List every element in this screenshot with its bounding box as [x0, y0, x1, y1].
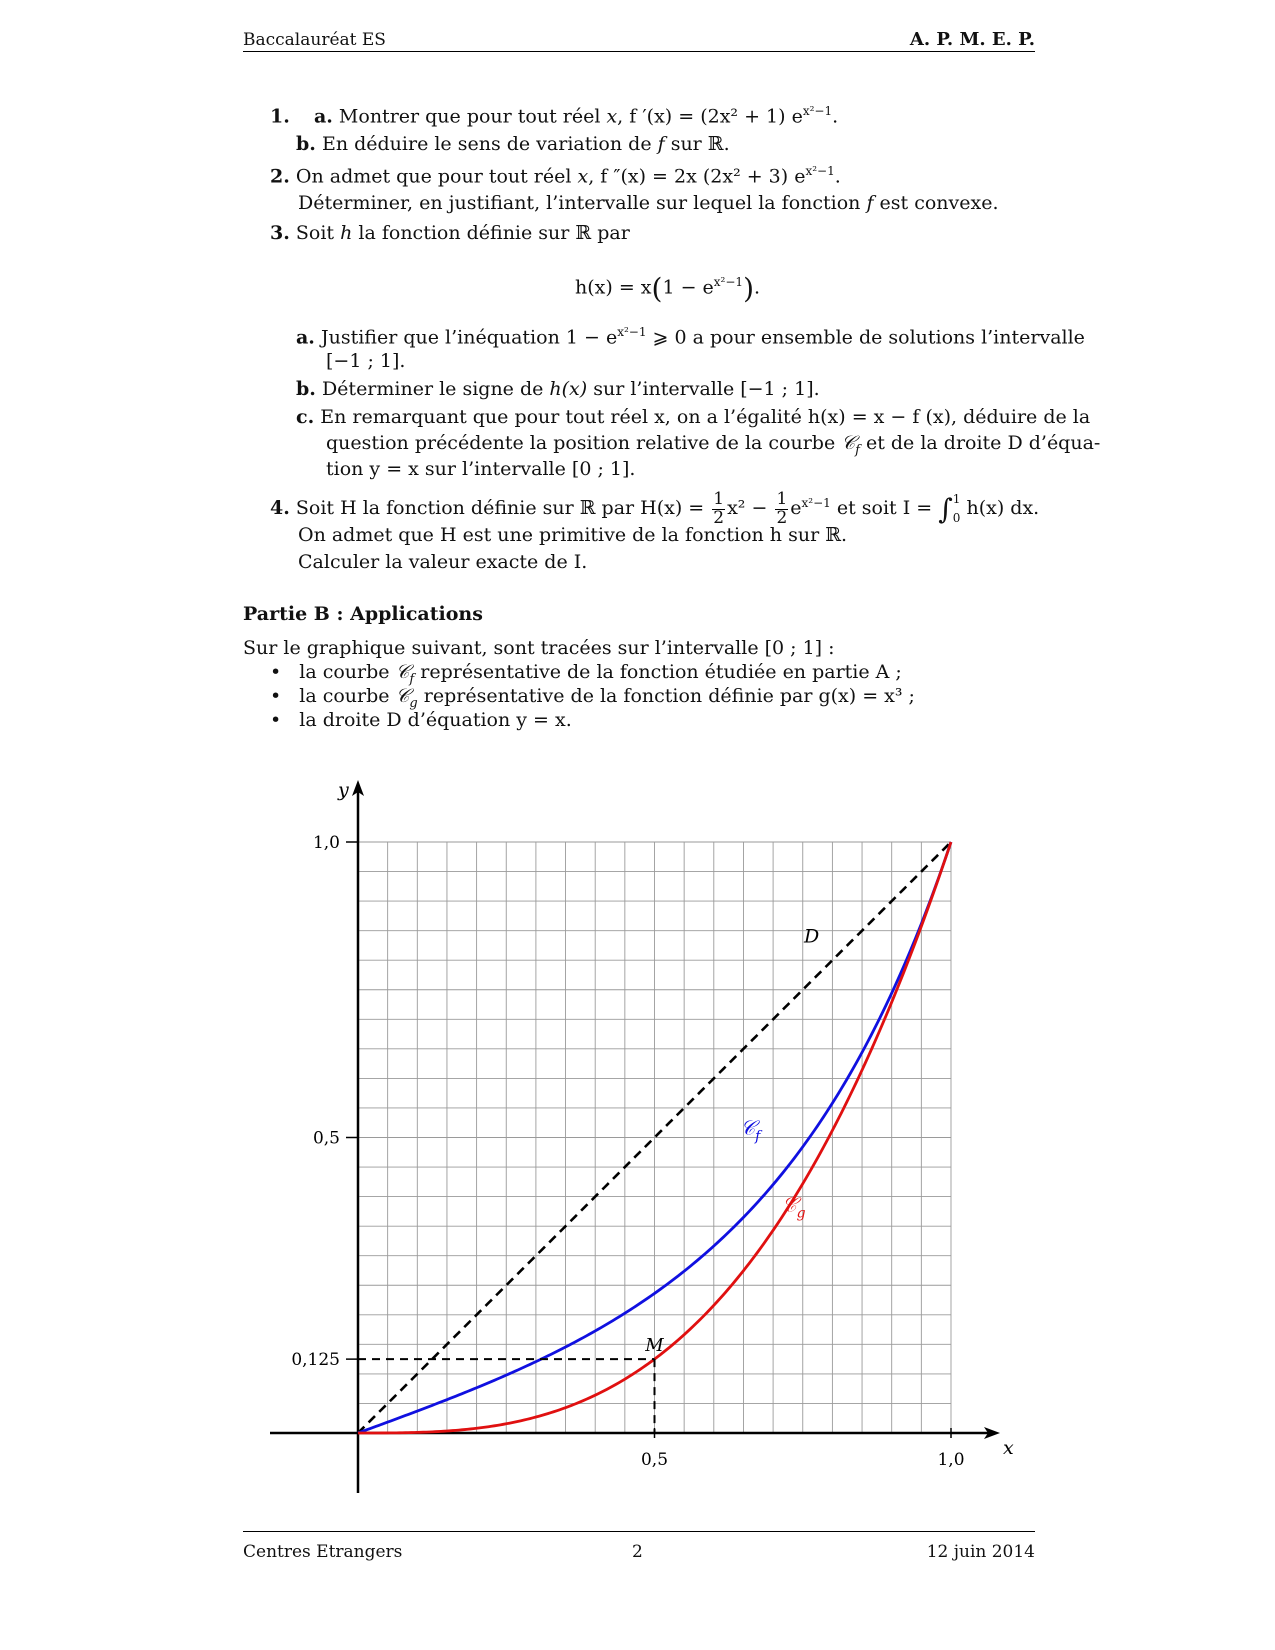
q3-intro-var: h	[340, 222, 353, 244]
q3-c-line2-pre: question précédente la position relative de la courbe	[326, 432, 842, 454]
curve-cf-label: 𝒞$_f$	[740, 1116, 763, 1145]
bullet-dot: •	[270, 685, 282, 707]
q2-end: .	[834, 165, 841, 188]
q4-int-body: h(x) dx.	[960, 497, 1040, 520]
q3-display-lhs: h(x) = x	[575, 276, 652, 299]
q2-formula: , f ″(x) = 2x (2x² + 3) e	[588, 165, 806, 188]
bullet-pre: la droite D d’équation y = x.	[299, 709, 572, 731]
x-axis-label: x	[1003, 1437, 1014, 1459]
q4-exp: x²−1	[801, 495, 831, 510]
q3-display-inner: 1 − e	[662, 276, 714, 299]
q3-a-exp: x²−1	[617, 325, 647, 339]
point-m-label: M	[645, 1335, 664, 1357]
q3-a-line2: [−1 ; 1].	[326, 350, 406, 372]
q3-a-text: Justifier que l’inéquation 1 − e	[320, 326, 618, 349]
curve-cf-sub: f	[409, 671, 415, 687]
y-tick-label: 0,125	[291, 1350, 340, 1371]
q3-c-label: c.	[296, 406, 315, 428]
q1-a-var: x	[606, 105, 618, 128]
bullet-post: représentative de la fonction étudiée en partie A ;	[414, 661, 902, 683]
q2-var: x	[577, 165, 589, 188]
curve-cg-label-sub: g	[796, 1205, 806, 1222]
curve-cf-symbol: 𝒞	[395, 661, 410, 683]
q3-b-text: Déterminer le signe de	[321, 378, 550, 400]
q1-b-text: En déduire le sens de variation de	[321, 133, 658, 155]
q4-e: e	[790, 497, 802, 520]
curve-cf-symbol: 𝒞	[841, 432, 856, 454]
q4-line2: On admet que H est une primitive de la fonction h sur ℝ.	[298, 524, 848, 546]
int-upper: 1	[952, 492, 961, 506]
footer-left: Centres Etrangers	[243, 1542, 403, 1562]
integral-sign: ∫	[938, 492, 953, 526]
q1-a-exp: x²−1	[802, 104, 833, 118]
curve-cg-sub: g	[409, 695, 418, 711]
q4-pre: Soit H la fonction définie sur ℝ par H(x) =	[295, 497, 711, 520]
curve-cg-label: 𝒞$_g$	[781, 1192, 806, 1222]
int-lower: 0	[952, 511, 961, 526]
q3-a-label: a.	[296, 326, 315, 349]
q3-c-line2-post: et de la droite D d’équa-	[859, 432, 1101, 454]
q3-a-post: ⩾ 0 a pour ensemble de solutions l’intervalle	[646, 326, 1085, 349]
q1-a-sep: ,	[617, 105, 630, 128]
bullet-post: représentative de la fonction définie par g(x) = x³ ;	[417, 685, 915, 707]
q1-a-text: Montrer que pour tout réel	[338, 105, 607, 128]
header-left: Baccalauréat ES	[243, 30, 386, 50]
q3-display-exp: x²−1	[713, 275, 744, 290]
footer-rule	[243, 1531, 1035, 1532]
q4-mid3: et soit I =	[830, 497, 939, 520]
bullet-dot: •	[270, 709, 282, 731]
q2-exp: x²−1	[805, 164, 835, 178]
partB-intro: Sur le graphique suivant, sont tracées sur l’intervalle [0 ; 1] :	[243, 637, 835, 659]
frac1-num: 1	[713, 488, 725, 509]
q3-number: 3.	[270, 222, 290, 244]
q3-b-label: b.	[296, 378, 316, 400]
paren-open: (	[651, 272, 663, 305]
frac2-den: 2	[776, 507, 788, 528]
axes	[270, 780, 1000, 1493]
line-d-label: D	[804, 925, 820, 948]
partB-title: Partie B : Applications	[243, 603, 483, 625]
curve-cg-symbol: 𝒞	[395, 685, 410, 707]
q2-line2-var: f	[866, 192, 874, 214]
frac2-num: 1	[776, 488, 788, 509]
q4-mid1: x² −	[727, 497, 774, 520]
bullet-dot: •	[270, 661, 282, 683]
paren-close: )	[743, 272, 754, 305]
q3-c-line3: tion y = x sur l’intervalle [0 ; 1].	[326, 458, 636, 480]
q1-number: 1.	[270, 105, 290, 128]
x-tick-label: 1,0	[937, 1450, 965, 1470]
q2-text: On admet que pour tout réel	[295, 165, 578, 188]
q2-line2-text: Déterminer, en justifiant, l’intervalle sur lequel la fonction	[298, 192, 867, 214]
curve-cf-label-sub: f	[755, 1128, 761, 1145]
q3-intro-post: la fonction définie sur ℝ par	[352, 222, 630, 244]
q1-b-post: sur ℝ.	[664, 133, 730, 155]
q1-a-label: a.	[313, 105, 333, 128]
labels-group	[291, 779, 1014, 1470]
q3-display-end: .	[754, 276, 761, 299]
q3-c-text: En remarquant que pour tout réel x, on a l’égalité h(x) = x − f (x), déduire de la	[320, 406, 1091, 428]
bullet-pre: la courbe	[299, 661, 396, 683]
q4-line3: Calculer la valeur exacte de I.	[298, 551, 588, 573]
q1-a-end: .	[832, 105, 839, 128]
curve-cf-sub: f	[855, 442, 860, 458]
y-axis-label: y	[338, 779, 349, 801]
q1-b-label: b.	[296, 133, 316, 155]
q4-number: 4.	[270, 497, 290, 520]
frac1-den: 2	[713, 507, 725, 528]
y-tick-label: 1,0	[312, 833, 340, 853]
bullet-pre: la courbe	[299, 685, 396, 707]
footer-right: 12 juin 2014	[926, 1542, 1035, 1562]
q3-b-expr: h(x)	[549, 378, 588, 400]
page-number: 2	[632, 1542, 643, 1562]
x-tick-label: 0,5	[640, 1450, 669, 1470]
q1-a-formula: f ′(x) = (2x² + 1) e	[629, 105, 803, 128]
q2-number: 2.	[270, 165, 290, 188]
q2-line2-post: est convexe.	[873, 192, 999, 214]
q3-intro-pre: Soit	[295, 222, 341, 244]
q3-b-post: sur l’intervalle [−1 ; 1].	[587, 378, 820, 400]
q1-b-var: f	[657, 133, 665, 155]
header-right: A. P. M. E. P.	[909, 29, 1035, 50]
y-tick-label: 0,5	[312, 1128, 340, 1149]
